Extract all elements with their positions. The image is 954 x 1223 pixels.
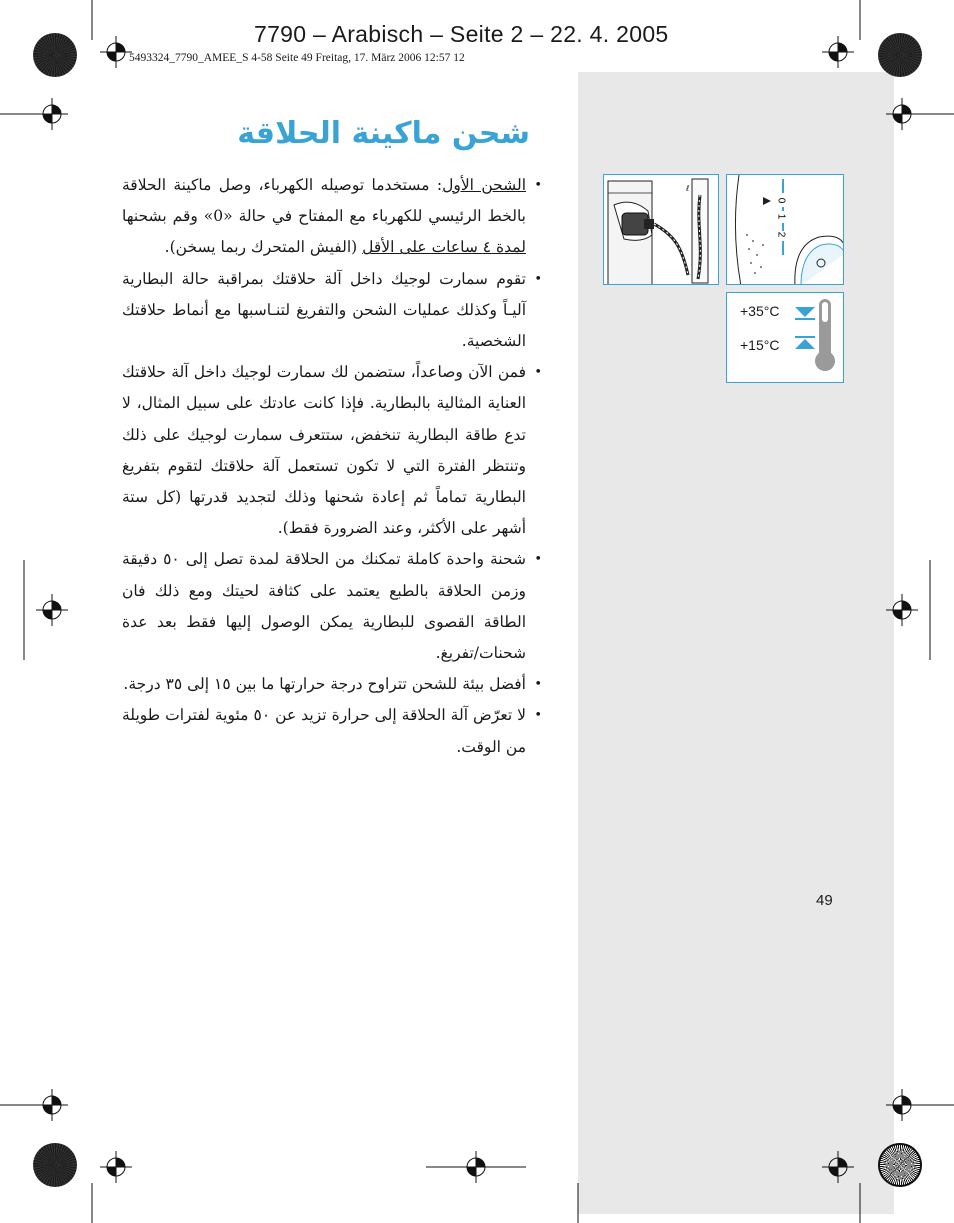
thermometer-icon (727, 293, 844, 383)
shaver-switch-icon (727, 175, 844, 285)
print-header-title: 7790 – Arabisch – Seite 2 – 22. 4. 2005 (254, 21, 669, 47)
list-item: • شحنة واحدة كاملة تمكنك من الحلاقة لمدة تصل إلى ٥٠ دقيقة وزمن الحلاقة بالطبع يعتمد على كثافة لحيتك ومع ذلك فان الطاقة القصوى للبطارية يمكن الوصول إليها فقط بعد عدة شحنات/تفريغ. (122, 544, 542, 669)
temperature-figure (726, 292, 844, 383)
list-item: • فمن الآن وصاعداً، ستضمن لك سمارت لوجيك داخل آلة حلاقتك العناية المثالية بالبطارية. فإذا كانت عادتك على سبيل المثال، لا تدع طاقة البطارية تنخفض، ستتعرف سمارت لوجيك على ذلك وتنتظر الفترة التي لا تكون تستعمل آلة حلاقتك لتقوم بتفريغ البطارية تماماً ثم إعادة شحنها وذلك لتجديد قدرتها (كل ستة أشهر على الأكثر، وعند الضرورة فقط). (122, 357, 542, 544)
first-charge-lead: الشحن الأول (442, 176, 526, 194)
svg-text:ℓ: ℓ (686, 184, 690, 193)
plug-illustration-icon (604, 175, 719, 285)
temp-high-label: +35°C (740, 303, 780, 319)
switch-label-0: 0 (775, 197, 787, 204)
switch-label-1: 1 (775, 213, 787, 220)
instruction-list (122, 170, 542, 763)
plug-figure (603, 174, 719, 285)
print-header-meta: 5493324_7790_AMEE_S 4-58 Seite 49 Freitag, 17. März 2006 12:57 12 (129, 52, 465, 64)
color-registration-icon (33, 1143, 77, 1187)
temp-low-label: +15°C (740, 337, 780, 353)
first-charge-note: (الفيش المتحرك ربما يسخن). (164, 238, 363, 257)
list-item: • أفضل بيئة للشحن تتراوح درجة حرارتها ما بين ١٥ إلى ٣٥ درجة. (122, 669, 542, 700)
first-charge-text: : مستخدما توصيله الكهرباء، وصل ماكينة الحلاقة بالخط الرئيسي للكهرباء مع المفتاح في حالة «0» وقم بشحنها (122, 176, 526, 226)
section-title: شحن ماكينة الحلاقة (237, 116, 530, 151)
list-item (122, 170, 542, 264)
charge-duration: لمدة ٤ ساعات على الأقل (362, 238, 526, 257)
switch-label-2: 2 (775, 231, 787, 238)
color-registration-icon (878, 1143, 922, 1187)
color-registration-icon (33, 33, 77, 77)
list-item: • لا تعرّض آلة الحلاقة إلى حرارة تزيد عن ٥٠ مئوية لفترات طويلة من الوقت. (122, 700, 542, 762)
switch-figure (726, 174, 844, 285)
list-item: • تقوم سمارت لوجيك داخل آلة حلاقتك بمراقبة حالة البطارية آليـاً وكذلك عمليات الشحن والتفريغ لتنـاسبها مع أنماط حلاقتك الشخصية. (122, 264, 542, 358)
page-number: 49 (816, 892, 833, 909)
color-registration-icon (878, 33, 922, 77)
